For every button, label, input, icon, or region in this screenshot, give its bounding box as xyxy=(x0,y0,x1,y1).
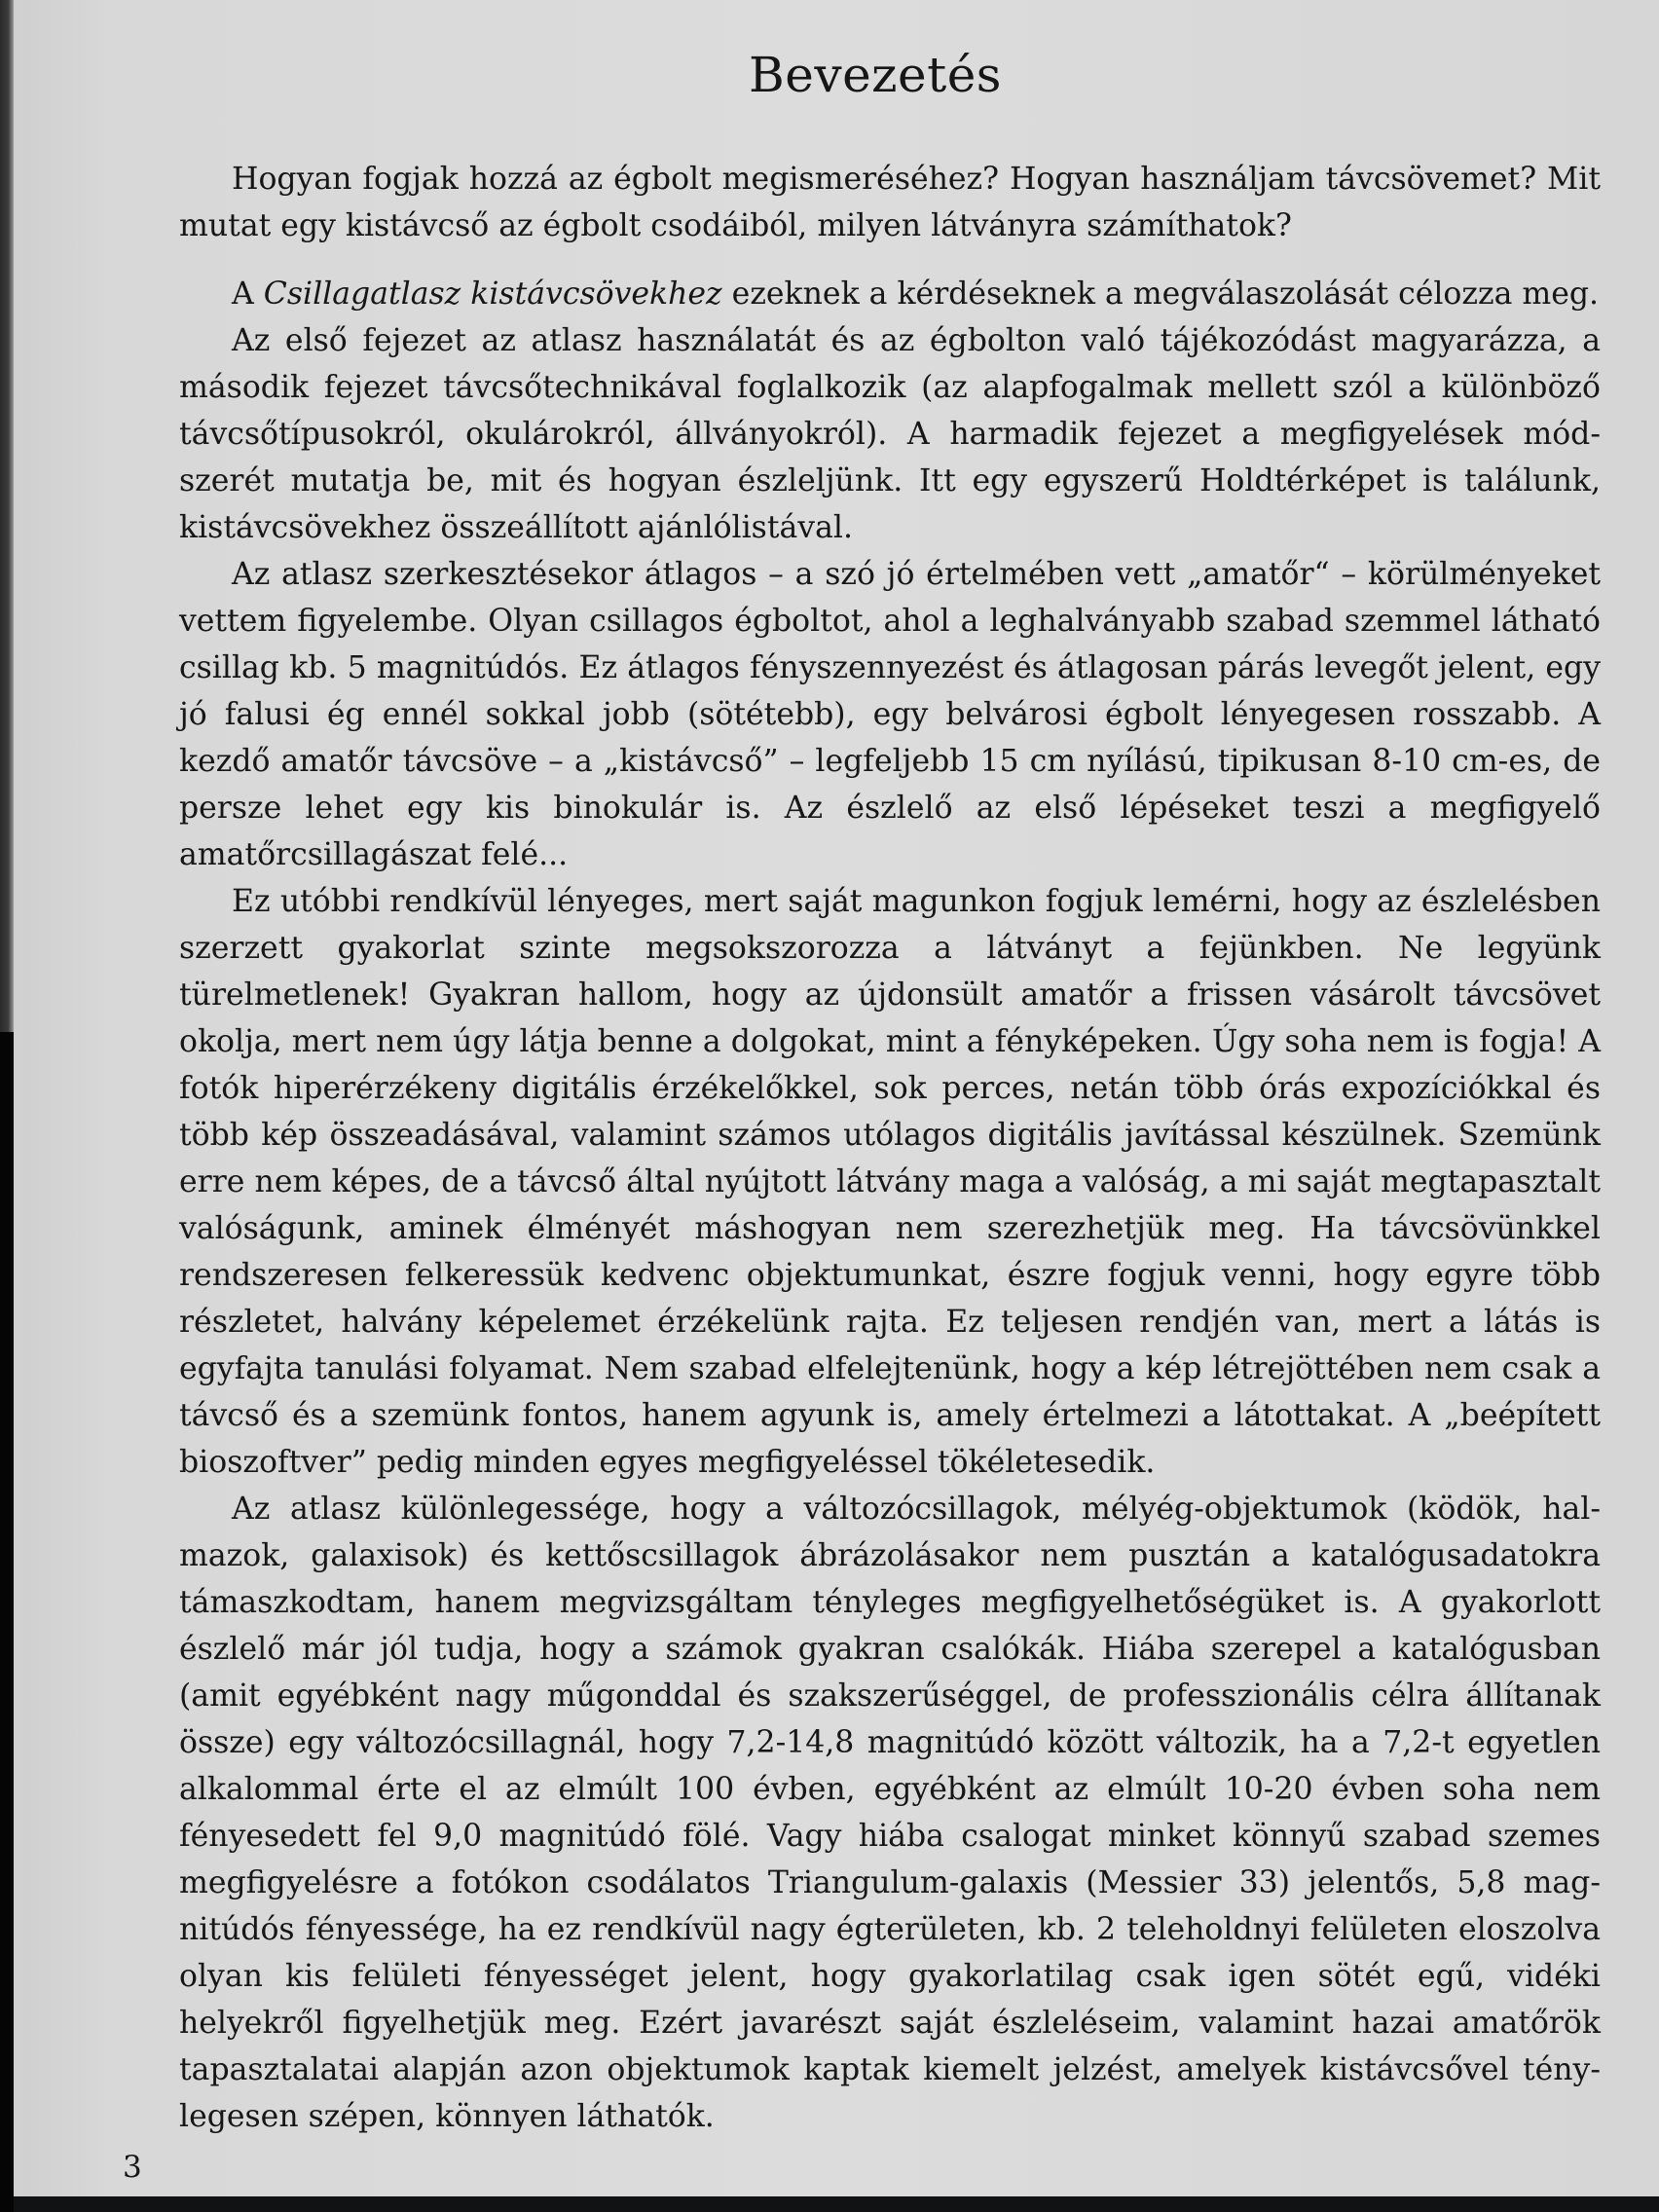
book-title-italic: Csillagatlasz kistávcsövekhez xyxy=(263,276,722,312)
paragraph-6: Az atlasz különlegessége, hogy a változócsillagok, mélyég-objektumok (ködök, halmazok, galaxisok) és kettőscsillagok ábrázolásakor nem pusztán a katalógusadatokra támaszkodtam, hanem megvizsgáltam tényleges megfigyelhetőségüket is. A gyakorlott észlelő már jól tudja, hogy a számok gyakran csalókák. Hiába szerepel a katalógusban (amit egyébként nagy műgonddal és szakszerűséggel, de professzionális célra állítanak össze) egy változócsillagnál, hogy 7,2-14,8 magnitúdó között változik, ha a 7,2-t egyetlen alkalommal érte el az elmúlt 100 évben, egyébként az elmúlt 10-20 évben soha nem fényesedett fel 9,0 magnitúdó fölé. Vagy hiába csalogat minket könnyű szabad szemes megfigyelésre a fotókon csodálatos Triangulum-galaxis (Messier 33) jelentős, 5,8 magnitúdós fényessége, ha ez rendkívül nagy égterületen, kb. 2 teleholdnyi felületen eloszolva olyan kis felületi fényességet jelent, hogy gyakorlatilag csak igen sötét egű, vidéki helyekről figyelhetjük meg. Ezért javarészt saját észleléseim, valamint hazai amatőrök tapasztalatai alapján azon objektumok kaptak kiemelt jelzést, amelyek kistávcsővel ténylegesen szépen, könnyen láthatók. xyxy=(179,1492,1601,2134)
paragraph-3: Az első fejezet az atlasz használatát és az égbolton való tájékozódást magyarázza, a második fejezet távcsőtechnikával foglalkozik (az alapfogalmak mellett szól a különböző távcsőtípusokról, okulárokról, állványokról). A harmadik fejezet a megfigyelések módszerét mutatja be, mit és hogyan észleljünk. Itt egy egyszerű Holdtérképet is találunk, kistávcsövekhez összeállított ajánlólistával. xyxy=(179,323,1601,545)
page-left-edge xyxy=(0,0,14,2212)
paragraph-5: Ez utóbbi rendkívül lényeges, mert saját magunkon fogjuk lemérni, hogy az észlelésben szerzett gyakorlat szinte megsokszorozza a látványt a fejünkben. Ne legyünk türelmetlenek! Gyakran hallom, hogy az újdonsült amatőr a frissen vásárolt távcsövet okolja, mert nem úgy látja benne a dolgokat, mint a fényképeken. Úgy soha nem is fogja! A fotók hiperérzékeny digitális érzékelőkkel, sok perces, netán több órás expozíciókkal és több kép összeadásával, valamint számos utólagos digitális javítással készülnek. Szemünk erre nem képes, de a távcső által nyújtott látvány maga a valóság, a mi saját megtapasztalt valóságunk, aminek élményét máshogyan nem szerezhetjük meg. Ha távcsövünkkel rendszeresen felkeressük kedvenc objektumunkat, észre fogjuk venni, hogy egyre több részletet, halvány képelemet érzékelünk rajta. Ez teljesen rendjén van, mert a látás is egyfajta tanulási folyamat. Nem szabad elfelejtenünk, hogy a kép létrejöttében nem csak a távcső és a szemünk fontos, hanem agyunk is, amely értelmezi a látottakat. A „beépített bioszoftver” pedig minden egyes megfigyeléssel tökéletesedik. xyxy=(179,884,1601,1480)
paragraph-4: Az atlasz szerkesztésekor átlagos – a szó jó értelmében vett „amatőr“ – körülményeket vettem figyelembe. Olyan csillagos égboltot, ahol a leghalványabb szabad szemmel látható csillag kb. 5 magnitúdós. Ez átlagos fényszennyezést és átlagosan párás levegőt jelent, egy jó falusi ég ennél sokkal jobb (sötétebb), egy belvárosi égbolt lényegesen rosszabb. A kezdő amatőr távcsöve – a „kistávcső” – legfeljebb 15 cm nyílású, tipikusan 8-10 cm-es, de persze lehet egy kis binokulár is. Az észlelő az első lépéseket teszi a megfigyelő amatőrcsillagászat felé... xyxy=(179,557,1601,872)
page-title: Bevezetés xyxy=(749,47,1002,103)
paragraph-2: A Csillagatlasz kistávcsövekhez ezeknek a kérdéseknek a megválaszolását célozza meg. xyxy=(232,276,1600,312)
paragraph-1: Hogyan fogjak hozzá az égbolt megismeréséhez? Hogyan használjam távcsövemet? Mit mutat egy kistávcső az égbolt csodáiból, milyen látványra számíthatok? xyxy=(179,162,1601,243)
book-page xyxy=(14,0,1659,2196)
body-text xyxy=(179,156,1601,2140)
page-number: 3 xyxy=(123,2150,142,2185)
